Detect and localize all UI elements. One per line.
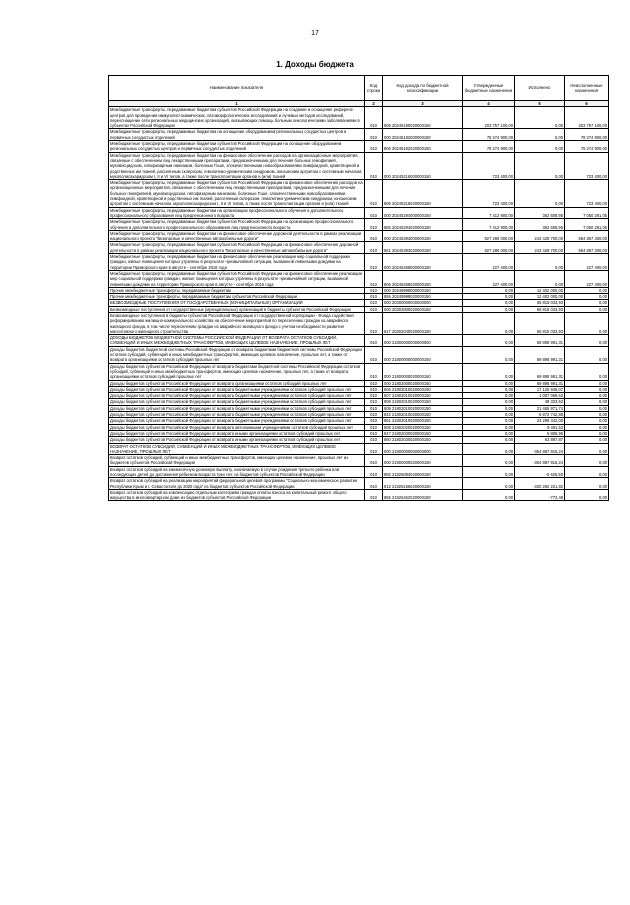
row-approved: 0,00 [463,424,515,430]
header-approved: Утвержденные бюджетные назначения [463,76,515,101]
row-name: Межбюджетные трансферты, передаваемые бюджетам на финансовое обеспечение реализации мер социальной поддержки граждан, жилые помещения которых утрачены в результате чрезвычайной ситуации, вызванной ливневыми дождями на территории Приморского края в августе - сентябре 2016 года [109,254,365,271]
row-remaining: 584 857 300,00 [565,242,609,254]
column-number: 1 [109,101,365,107]
row-approved: 0,00 [463,418,515,424]
row-approved: 0,00 [463,346,515,363]
row-executed: 9 491,53 [515,424,565,430]
row-approved: 0,00 [463,386,515,392]
row-executed: 362 608,95 [515,207,565,219]
row-kbk-code: 000 20302000020000150 [383,306,463,312]
row-name: Возврат остатков субсидий, субвенций и иных межбюджетных трансфертов, имеющих целевое назначение, прошлых лет из бюджетов субъектов Российской Федерации [109,455,365,467]
row-remaining: 0,00 [565,443,609,455]
row-executed: -772,48 [515,489,565,501]
row-remaining: 0,00 [565,287,609,293]
header-line-code: Код строки [365,76,383,101]
row-executed: 5 872 742,88 [515,412,565,418]
row-kbk-code: 806 20245216020000150 [383,180,463,207]
column-number: 4 [463,101,515,107]
row-name: Доходы бюджетов субъектов Российской Федерации от возврата бюджетами бюджетной системы Российской Федерации остатков субсидий, субвенций и иных межбюджетных трансфертов, имеющих целевое назначение, прошлых лет, а также от возврата организациями остатков субсидий прошлых лет [109,363,365,380]
row-remaining: 78 274 900,00 [565,129,609,141]
row-remaining: 0,00 [565,380,609,386]
row-remaining: 0,00 [565,405,609,411]
row-remaining: 0,00 [565,466,609,478]
row-executed: 65 815 033,93 [515,306,565,312]
row-name: Доходы бюджетов субъектов Российской Федерации от возврата иными организациями остатков субсидий прошлых лет [109,437,365,443]
row-remaining: 203 757 100,00 [565,107,609,129]
row-executed: -330 282 221,82 [515,478,565,490]
row-approved: 0,00 [463,430,515,436]
row-name: Безвозмездные поступления от государственных (муниципальных) организаций в бюджеты субъектов Российской Федерации [109,306,365,312]
row-approved: 227 400,00 [463,270,515,287]
row-name: Межбюджетные трансферты, передаваемые бюджетам субъектов Российской Федерации на финансовое обеспечение реализации мер социальной поддержки граждан, жилые помещения которых утрачены в результате чрезвычайной ситуации, вызванной ливневыми дождями на территории Приморского края в августе - сентябре 2016 года [109,270,365,287]
row-line-code: 010 [365,399,383,405]
row-remaining: 0,00 [565,300,609,306]
row-kbk-code: 806 20245192020000150 [383,141,463,153]
table-row [109,152,609,179]
table-row [109,129,609,141]
row-line-code: 010 [365,141,383,153]
table-row [109,141,609,153]
row-kbk-code: 855 21925084020000150 [383,466,463,478]
row-executed: 0,00 [515,270,565,287]
row-kbk-code: 855 20249999020000150 [383,294,463,300]
row-name: Безвозмездные поступления в бюджеты субъектов Российской Федерации от государственной корпорации - Фонда содействия реформированию жилищно-коммунального хозяйства на обеспечение мероприятий по переселению граждан из аварийного жилищного фонда, в том числе переселению граждан из аварийного жилищного фонда с учетом необходимости развития малоэтажного жилищного строительства [109,312,365,334]
row-approved: 0,00 [463,437,515,443]
row-line-code: 010 [365,219,383,231]
row-name: Доходы бюджетов субъектов Российской Федерации от возврата автономными учреждениями остатков субсидий прошлых лет [109,424,365,430]
row-executed: 0,00 [515,254,565,271]
table-row [109,443,609,455]
header-kbk: Код дохода по бюджетной классификации [383,76,463,101]
row-name: Межбюджетные трансферты, передаваемые бюджетам субъектов Российской Федерации на финансовое обеспечение расходов на организационные мероприятия, связанные с обеспечением лиц лекарственными препаратами, предназначенными для лечения больных гемофилией, муковисцидозом, гипофизарным нанизмом, болезнью Гоше, злокачественными новообразованиями лимфоидной, кроветворной и родственных им тканей, рассеянным склерозом, гемолитико-уремическим синдромом, юношеским артритом с системным началом, мукополисахаридозом I, II и VI типов, а также после трансплантации органов и (или) тканей [110,180,363,207]
table-row [109,455,609,467]
row-remaining: 0,00 [565,478,609,490]
row-kbk-code: 817 20302040020000150 [383,312,463,334]
row-kbk-code: 000 21900000020000150 [383,455,463,467]
row-executed: 0,00 [515,107,565,129]
row-remaining: 723 400,00 [565,180,609,207]
row-line-code: 010 [365,300,383,306]
table-row [109,312,609,334]
row-line-code: 010 [365,418,383,424]
row-name: Доходы бюджетов субъектов Российской Федерации от возврата бюджетными учреждениями остатков субсидий прошлых лет [109,405,365,411]
row-name: Межбюджетные трансферты, передаваемые бюджетам субъектов Российской Федерации на оснащение оборудованием региональных сосудистых центров и первичных сосудистых отделений [109,141,365,153]
row-approved: 827 286 000,00 [463,230,515,242]
row-kbk-code: 000 20245216000000150 [383,152,463,179]
row-remaining: 584 857 300,00 [565,230,609,242]
row-approved: 0,00 [463,335,515,347]
row-line-code: 010 [365,443,383,455]
header-name: Наименование показателя [109,76,365,101]
row-line-code: 010 [365,437,383,443]
row-name: Межбюджетные трансферты, передаваемые бюджетам на оснащение оборудованием региональных сосудистых центров и первичных сосудистых отделений [109,129,365,141]
row-line-code: 010 [365,207,383,219]
row-executed: 12 402 000,00 [515,287,565,293]
row-kbk-code: 806 21802010020000150 [383,386,463,392]
row-remaining: 0,00 [565,393,609,399]
row-name: ВОЗВРАТ ОСТАТКОВ СУБСИДИЙ, СУБВЕНЦИЙ И ИНЫХ МЕЖБЮДЖЕТНЫХ ТРАНСФЕРТОВ, ИМЕЮЩИХ ЦЕЛЕВОЕ НАЗНАЧЕНИЕ, ПРОШЛЫХ ЛЕТ [109,443,365,455]
row-approved: 7 412 900,00 [463,207,515,219]
row-remaining: 7 050 291,05 [565,207,609,219]
row-remaining: 227 400,00 [565,254,609,271]
row-line-code: 010 [365,430,383,436]
row-kbk-code: 807 21802010020000150 [383,393,463,399]
row-approved: 0,00 [463,466,515,478]
row-name: Межбюджетные трансферты, передаваемые бюджетам субъектов Российской Федерации на финансовое обеспечение дорожной деятельности в рамках реализации национального проекта "Безопасные и качественные автомобильные дороги" [109,242,365,254]
row-name: Доходы бюджетов субъектов Российской Федерации от возврата бюджетными учреждениями остатков субсидий прошлых лет [109,418,365,424]
row-executed: -6 626,50 [515,466,565,478]
row-executed: 17 125 945,07 [515,386,565,392]
table-row [109,270,609,287]
row-kbk-code: 000 21802000020000150 [383,380,463,386]
row-name: Межбюджетные трансферты, передаваемые бюджетам субъектов Российской Федерации на создание и оснащение референс-центров для проведения иммуногистохимических, патоморфологических исследований и лучевых методов исследований, переоснащение сети региональных медицинских организаций, оказывающих помощь больным онкологическими заболеваниями в субъектах Российской Федерации [109,107,365,129]
row-approved: 0,00 [463,312,515,334]
row-approved: 0,00 [463,443,515,455]
table-row [109,107,609,129]
row-approved: 0,00 [463,489,515,501]
row-approved: 0,00 [463,300,515,306]
row-approved: 0,00 [463,306,515,312]
row-remaining: 0,00 [565,306,609,312]
row-approved: 827 286 000,00 [463,242,515,254]
row-executed: 12 402 000,00 [515,294,565,300]
row-remaining: 0,00 [565,437,609,443]
row-approved: 723 400,00 [463,180,515,207]
row-line-code: 010 [365,405,383,411]
row-kbk-code: 000 20245192000000150 [383,129,463,141]
row-name: Возврат остатков субсидий на компенсацию отдельным категориям граждан оплаты взноса на капитальный ремонт общего имущества в многоквартирном доме из бюджетов субъектов Российской Федерации [109,489,365,501]
row-line-code: 010 [365,412,383,418]
row-line-code: 010 [365,129,383,141]
row-remaining: 0,00 [565,424,609,430]
row-kbk-code: 806 20245190020000150 [383,107,463,129]
row-approved: 0,00 [463,405,515,411]
row-executed: 0,00 [515,141,565,153]
row-kbk-code: 000 21800000000000150 [383,346,463,363]
row-name: Межбюджетные трансферты, передаваемые бюджетам на финансовое обеспечение дорожной деятельности в рамках реализации национального проекта "Безопасные и качественные автомобильные дороги" [109,230,365,242]
row-line-code: 010 [365,455,383,467]
row-line-code: 010 [365,270,383,287]
row-line-code: 010 [365,478,383,490]
row-approved: 78 274 900,00 [463,141,515,153]
row-executed: 242 428 700,00 [515,230,565,242]
row-approved: 0,00 [463,363,515,380]
row-kbk-code: 860 21802030020000150 [383,437,463,443]
row-approved: 78 274 900,00 [463,129,515,141]
row-line-code: 010 [365,287,383,293]
table-row [109,254,609,271]
row-name: Межбюджетные трансферты, передаваемые бюджетам на организацию профессионального обучения и дополнительного профессионального образования лиц предпенсионного возраста [109,207,365,219]
row-name: ДОХОДЫ БЮДЖЕТОВ БЮДЖЕТНОЙ СИСТЕМЫ РОССИЙСКОЙ ФЕДЕРАЦИИ ОТ ВОЗВРАТА ОСТАТКОВ СУБСИДИЙ, СУБВЕНЦИЙ И ИНЫХ МЕЖБЮДЖЕТНЫХ ТРАНСФЕРТОВ, ИМЕЮЩИХ ЦЕЛЕВОЕ НАЗНАЧЕНИЕ, ПРОШЛЫХ ЛЕТ [109,335,365,347]
row-executed: 49 323,63 [515,399,565,405]
row-name: Возврат остатков субсидий на ежемесячную денежную выплату, назначаемую в случае рождения третьего ребенка или последующих детей до достижения ребенком возраста трех лет, из бюджетов субъектов Российской Федерации [109,466,365,478]
column-number: 5 [515,101,565,107]
row-name: Доходы бюджетов субъектов Российской Федерации от возврата бюджетными учреждениями остатков субсидий прошлых лет [109,386,365,392]
column-number: 3 [383,101,463,107]
table-row [109,478,609,490]
row-kbk-code: 000 20245294000000150 [383,207,463,219]
row-approved: 0,00 [463,399,515,405]
row-approved: 0,00 [463,294,515,300]
row-approved: 0,00 [463,393,515,399]
row-remaining: 227 400,00 [565,270,609,287]
row-remaining: 7 050 291,05 [565,219,609,231]
table-row [109,466,609,478]
row-kbk-code: 808 21802010020000150 [383,399,463,405]
row-executed: 1 007 069,63 [515,393,565,399]
row-kbk-code: 842 21802010020000150 [383,412,463,418]
row-remaining: 0,00 [565,335,609,347]
row-remaining: 0,00 [565,294,609,300]
header-executed: Исполнено [515,76,565,101]
row-line-code: 010 [365,466,383,478]
column-number: 6 [565,101,609,107]
table-row [109,242,609,254]
row-remaining: 0,00 [565,489,609,501]
table-row [109,489,609,501]
row-remaining: 0,00 [565,312,609,334]
row-line-code: 010 [365,346,383,363]
income-table [108,75,609,501]
row-name: Доходы бюджетов субъектов Российской Федерации от возврата иными организациями остатков субсидий прошлых лет [109,430,365,436]
row-executed: 0,00 [515,129,565,141]
row-remaining: 0,00 [565,346,609,363]
row-executed: -364 887 816,24 [515,455,565,467]
row-name: Прочие межбюджетные трансферты, передаваемые бюджетам [109,287,365,293]
row-kbk-code: 000 20245393000000150 [383,230,463,242]
table-row [109,180,609,207]
table-row [109,219,609,231]
row-executed: 0,00 [515,152,565,179]
row-name: Прочие межбюджетные трансферты, передаваемые бюджетам субъектов Российской Федерации [109,294,365,300]
row-executed: 65 815 033,93 [515,312,565,334]
row-name: Доходы бюджетов субъектов Российской Федерации от возврата бюджетными учреждениями остатков субсидий прошлых лет [109,399,365,405]
row-approved: 7 412 900,00 [463,219,515,231]
table-row [109,207,609,219]
row-line-code: 010 [365,107,383,129]
row-executed: 0,00 [515,180,565,207]
row-line-code: 010 [365,380,383,386]
row-remaining: 0,00 [565,363,609,380]
row-name: Межбюджетные трансферты, передаваемые бюджетам на финансовое обеспечение расходов на организационные мероприятия, связанные с обеспечением лиц лекарственными препаратами, предназначенными для лечения больных гемофилией, муковисцидозом, гипофизарным нанизмом, болезнью Гоше, злокачественными новообразованиями лимфоидной, кроветворной и родственных им тканей, рассеянным склерозом, гемолитико-уремическим синдромом, юношеским артритом с системным началом, мукополисахаридозом I, II и VI типов, а также после трансплантации органов и (или) тканей [109,152,365,179]
row-remaining: 0,00 [565,386,609,392]
row-line-code: 010 [365,424,383,430]
row-name: Доходы бюджетов субъектов Российской Федерации от возврата бюджетными учреждениями остатков субсидий прошлых лет [109,393,365,399]
row-executed: 69 898 991,31 [515,380,565,386]
page-number: 17 [311,30,319,37]
row-kbk-code: 809 21802010020000150 [383,405,463,411]
row-line-code: 010 [365,152,383,179]
row-executed: 69 898 991,31 [515,346,565,363]
row-approved: 0,00 [463,455,515,467]
row-approved: 0,00 [463,287,515,293]
row-kbk-code: 000 21800000020000150 [383,363,463,380]
row-kbk-code: 806 20245458020000150 [383,270,463,287]
row-executed: -364 887 816,24 [515,443,565,455]
row-executed: 24 299 342,00 [515,418,565,424]
row-kbk-code: 000 20249999000000150 [383,287,463,293]
row-line-code: 010 [365,386,383,392]
row-line-code: 010 [365,335,383,347]
row-kbk-code: 808 21802020020000150 [383,424,463,430]
row-kbk-code: 855 21925462020000150 [383,489,463,501]
row-name: БЕЗВОЗМЕЗДНЫЕ ПОСТУПЛЕНИЯ ОТ ГОСУДАРСТВЕННЫХ (МУНИЦИПАЛЬНЫХ) ОРГАНИЗАЦИЙ [109,300,365,306]
row-kbk-code: 855 20245294020000150 [383,219,463,231]
row-kbk-code: 000 21900000000000000 [383,443,463,455]
row-executed: 242 428 700,00 [515,242,565,254]
row-line-code: 010 [365,363,383,380]
row-line-code: 010 [365,306,383,312]
row-approved: 0,00 [463,412,515,418]
row-remaining: 0,00 [565,418,609,424]
row-name: Межбюджетные трансферты, передаваемые бюджетам субъектов Российской Федерации на организацию профессионального обучения и дополнительного профессионального образования лиц предпенсионного возраста [109,219,365,231]
row-line-code: 010 [365,242,383,254]
row-kbk-code: 861 20245393020000150 [383,242,463,254]
header-remaining: Неисполненные назначения [565,76,609,101]
row-approved: 227 400,00 [463,254,515,271]
row-line-code: 010 [365,180,383,207]
row-kbk-code: 000 20300000000000000 [383,300,463,306]
row-executed: 362 608,95 [515,219,565,231]
row-name: Доходы бюджетов бюджетной системы Российской Федерации от возврата бюджетами бюджетной системы Российской Федерации остатков субсидий, субвенций и иных межбюджетных трансфертов, имеющих целевое назначение, прошлых лет, а также от возврата организациями остатков субсидий прошлых лет [109,346,365,363]
row-line-code: 010 [365,254,383,271]
row-remaining: 0,00 [565,430,609,436]
row-kbk-code: 000 21800000000000000 [383,335,463,347]
row-executed: 21 465 971,74 [515,405,565,411]
row-approved: 0,00 [463,478,515,490]
row-name: Доходы бюджетов субъектов Российской Федерации от возврата бюджетными учреждениями остатков субсидий прошлых лет [109,412,365,418]
row-line-code: 010 [365,489,383,501]
row-approved: 203 757 100,00 [463,107,515,129]
column-number: 2 [365,101,383,107]
row-remaining: 0,00 [565,399,609,405]
row-line-code: 010 [365,312,383,334]
row-executed: 69 898 991,31 [515,335,565,347]
table-row [109,230,609,242]
row-line-code: 010 [365,294,383,300]
row-name: Доходы бюджетов субъектов Российской Федерации от возврата организациями остатков субсидий прошлых лет [109,380,365,386]
row-remaining: 723 400,00 [565,152,609,179]
row-kbk-code: 000 20245458000000150 [383,254,463,271]
row-remaining: 78 274 900,00 [565,141,609,153]
table-body [109,107,609,501]
table-row [109,335,609,347]
row-remaining: 0,00 [565,412,609,418]
row-executed: 69 898 991,31 [515,363,565,380]
row-approved: 723 400,00 [463,152,515,179]
table-header-row [109,76,609,101]
row-remaining: 0,00 [565,455,609,467]
row-executed: 65 815 033,93 [515,300,565,306]
row-executed: 63 897,87 [515,437,565,443]
section-title: 1. Доходы бюджета [276,60,354,69]
row-kbk-code: 812 21925156020000150 [383,478,463,490]
table-row [109,346,609,363]
row-approved: 0,00 [463,380,515,386]
table-row [109,363,609,380]
row-executed: 5 806,96 [515,430,565,436]
row-line-code: 010 [365,393,383,399]
row-line-code: 010 [365,230,383,242]
row-kbk-code: 847 21802030020000150 [383,430,463,436]
row-kbk-code: 861 21802010020000150 [383,418,463,424]
row-name: Возврат остатков субсидий на реализацию мероприятий федеральной целевой программы "Социально-экономическое развитие Республики Крым и г. Севастополя до 2020 года" из бюджетов субъектов Российской Федерации [109,478,365,490]
